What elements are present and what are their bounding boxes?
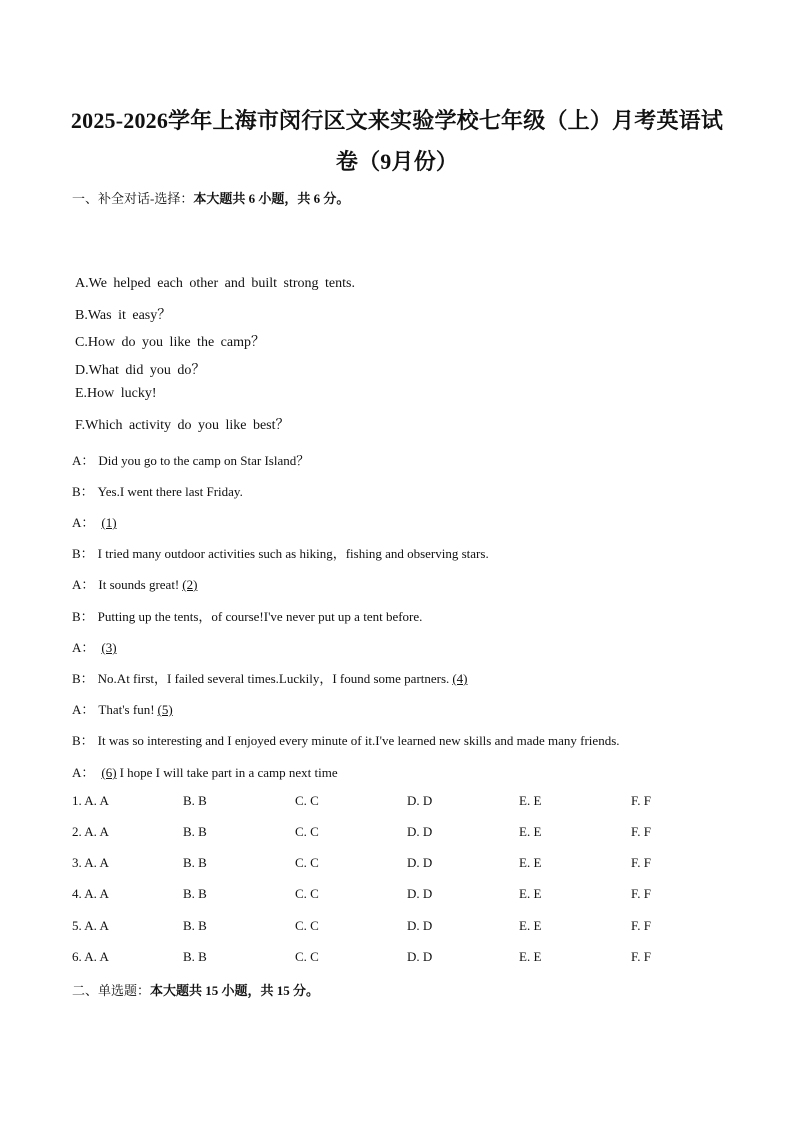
answer-choice-d[interactable]: D. D — [407, 855, 433, 870]
answer-choice-b[interactable]: B. B — [183, 918, 207, 933]
answer-choice-e[interactable]: E. E — [519, 949, 542, 964]
answer-choice-e[interactable]: E. E — [519, 918, 542, 933]
dialogue-text: Did you go to the camp on Star Island？ — [98, 453, 310, 468]
dialogue-text: Yes.I went there last Friday. — [97, 484, 243, 499]
answer-choice-f[interactable]: F. F — [631, 824, 651, 839]
option-e: E.How lucky! — [75, 386, 157, 401]
speaker-label: B： — [72, 484, 94, 499]
answer-choice-a[interactable] — [72, 886, 109, 902]
answer-choice-f[interactable]: F. F — [631, 949, 651, 964]
choice-label: A. A — [84, 918, 109, 933]
choice-label: A. A — [84, 949, 109, 964]
answer-row-5 — [72, 918, 712, 936]
dialogue-text: It was so interesting and I enjoyed every minute of it.I've learned new skills and made many friends. — [97, 733, 620, 748]
answer-row-4 — [72, 886, 712, 904]
speaker-label: A： — [72, 640, 95, 655]
answer-choice-a[interactable] — [72, 949, 109, 965]
answer-choice-b[interactable]: B. B — [183, 824, 207, 839]
speaker-label: B： — [72, 733, 94, 748]
answer-choice-d[interactable]: D. D — [407, 793, 433, 808]
option-d: D.What did you do？ — [75, 363, 206, 378]
answer-choice-b[interactable]: B. B — [183, 949, 207, 964]
answer-choice-e[interactable]: E. E — [519, 793, 542, 808]
speaker-label: A： — [72, 453, 95, 468]
answer-choice-c[interactable]: C. C — [295, 855, 319, 870]
dialogue-text: It sounds great! — [98, 577, 180, 592]
option-c: C.How do you like the camp？ — [75, 335, 265, 350]
choice-label: A. A — [84, 886, 109, 901]
section-1-description: 本大题共 6 小题，共 6 分。 — [193, 191, 350, 206]
question-number: 5. — [72, 918, 82, 933]
answer-choice-c[interactable]: C. C — [295, 918, 319, 933]
dialogue-line-5 — [72, 574, 200, 593]
dialogue-line-10 — [72, 730, 620, 749]
question-number: 6. — [72, 949, 82, 964]
answer-row-1 — [72, 793, 712, 811]
speaker-label: B： — [72, 671, 94, 686]
answer-choice-b[interactable]: B. B — [183, 855, 207, 870]
answer-choice-e[interactable]: E. E — [519, 824, 542, 839]
option-a: A.We helped each other and built strong tents. — [75, 276, 355, 291]
question-number: 4. — [72, 886, 82, 901]
answer-choice-c[interactable]: C. C — [295, 949, 319, 964]
question-number: 3. — [72, 855, 82, 870]
blank-5[interactable]: (5) — [157, 702, 173, 717]
dialogue-text: No.At first，I failed several times.Luckily，I found some partners. — [97, 671, 450, 686]
answer-choice-c[interactable]: C. C — [295, 824, 319, 839]
answer-choice-d[interactable]: D. D — [407, 949, 433, 964]
dialogue-line-6 — [72, 606, 422, 625]
dialogue-line-8 — [72, 668, 470, 687]
dialogue-line-9 — [72, 699, 176, 718]
page-title-line-2: 卷（9月份） — [335, 149, 459, 174]
dialogue-text: I hope I will take part in a camp next time — [119, 765, 338, 780]
speaker-label: A： — [72, 515, 95, 530]
answer-choice-b[interactable]: B. B — [183, 793, 207, 808]
dialogue-line-7 — [72, 637, 120, 656]
answer-choice-b[interactable]: B. B — [183, 886, 207, 901]
speaker-label: A： — [72, 702, 95, 717]
section-1-heading — [72, 188, 349, 207]
answer-choice-f[interactable]: F. F — [631, 793, 651, 808]
blank-4[interactable]: (4) — [452, 671, 468, 686]
dialogue-text: That's fun! — [98, 702, 155, 717]
answer-row-3 — [72, 855, 712, 873]
answer-choice-a[interactable] — [72, 918, 109, 934]
speaker-label: B： — [72, 609, 94, 624]
dialogue-line-2 — [72, 481, 243, 500]
answer-choice-e[interactable]: E. E — [519, 886, 542, 901]
page-title-line-1: 2025-2026学年上海市闵行区文来实验学校七年级（上）月考英语试 — [70, 108, 724, 133]
blank-1[interactable]: (1) — [101, 515, 117, 530]
answer-choice-e[interactable]: E. E — [519, 855, 542, 870]
answer-choice-a[interactable] — [72, 793, 109, 809]
answer-choice-f[interactable]: F. F — [631, 855, 651, 870]
choice-label: A. A — [84, 793, 109, 808]
speaker-label: A： — [72, 765, 95, 780]
answer-choice-d[interactable]: D. D — [407, 824, 433, 839]
answer-choice-c[interactable]: C. C — [295, 793, 319, 808]
answer-row-2 — [72, 824, 712, 842]
dialogue-text: Putting up the tents，of course!I've never put up a tent before. — [97, 609, 423, 624]
speaker-label: B： — [72, 546, 94, 561]
answer-choice-d[interactable]: D. D — [407, 886, 433, 901]
answer-choice-d[interactable]: D. D — [407, 918, 433, 933]
answer-row-6 — [72, 949, 712, 967]
blank-6[interactable]: (6) — [101, 765, 117, 780]
dialogue-line-4 — [72, 543, 489, 562]
option-f: F.Which activity do you like best？ — [75, 418, 290, 433]
answer-choice-f[interactable]: F. F — [631, 886, 651, 901]
dialogue-text: I tried many outdoor activities such as hiking，fishing and observing stars. — [97, 546, 489, 561]
choice-label: A. A — [84, 855, 109, 870]
dialogue-line-11 — [72, 762, 338, 781]
answer-choice-a[interactable] — [72, 855, 109, 871]
blank-2[interactable]: (2) — [182, 577, 198, 592]
question-number: 2. — [72, 824, 82, 839]
blank-3[interactable]: (3) — [101, 640, 117, 655]
section-2-description: 本大题共 15 小题，共 15 分。 — [150, 983, 320, 998]
section-2-prefix: 二、单选题： — [72, 983, 151, 998]
section-1-prefix: 一、补全对话-选择： — [72, 191, 194, 206]
choice-label: A. A — [84, 824, 109, 839]
answer-choice-f[interactable]: F. F — [631, 918, 651, 933]
dialogue-line-1 — [72, 450, 309, 469]
dialogue-line-3 — [72, 512, 120, 531]
answer-choice-c[interactable]: C. C — [295, 886, 319, 901]
speaker-label: A： — [72, 577, 95, 592]
question-number: 1. — [72, 793, 82, 808]
section-2-heading — [72, 980, 319, 999]
option-b: B.Was it easy？ — [75, 308, 172, 323]
answer-choice-a[interactable] — [72, 824, 109, 840]
